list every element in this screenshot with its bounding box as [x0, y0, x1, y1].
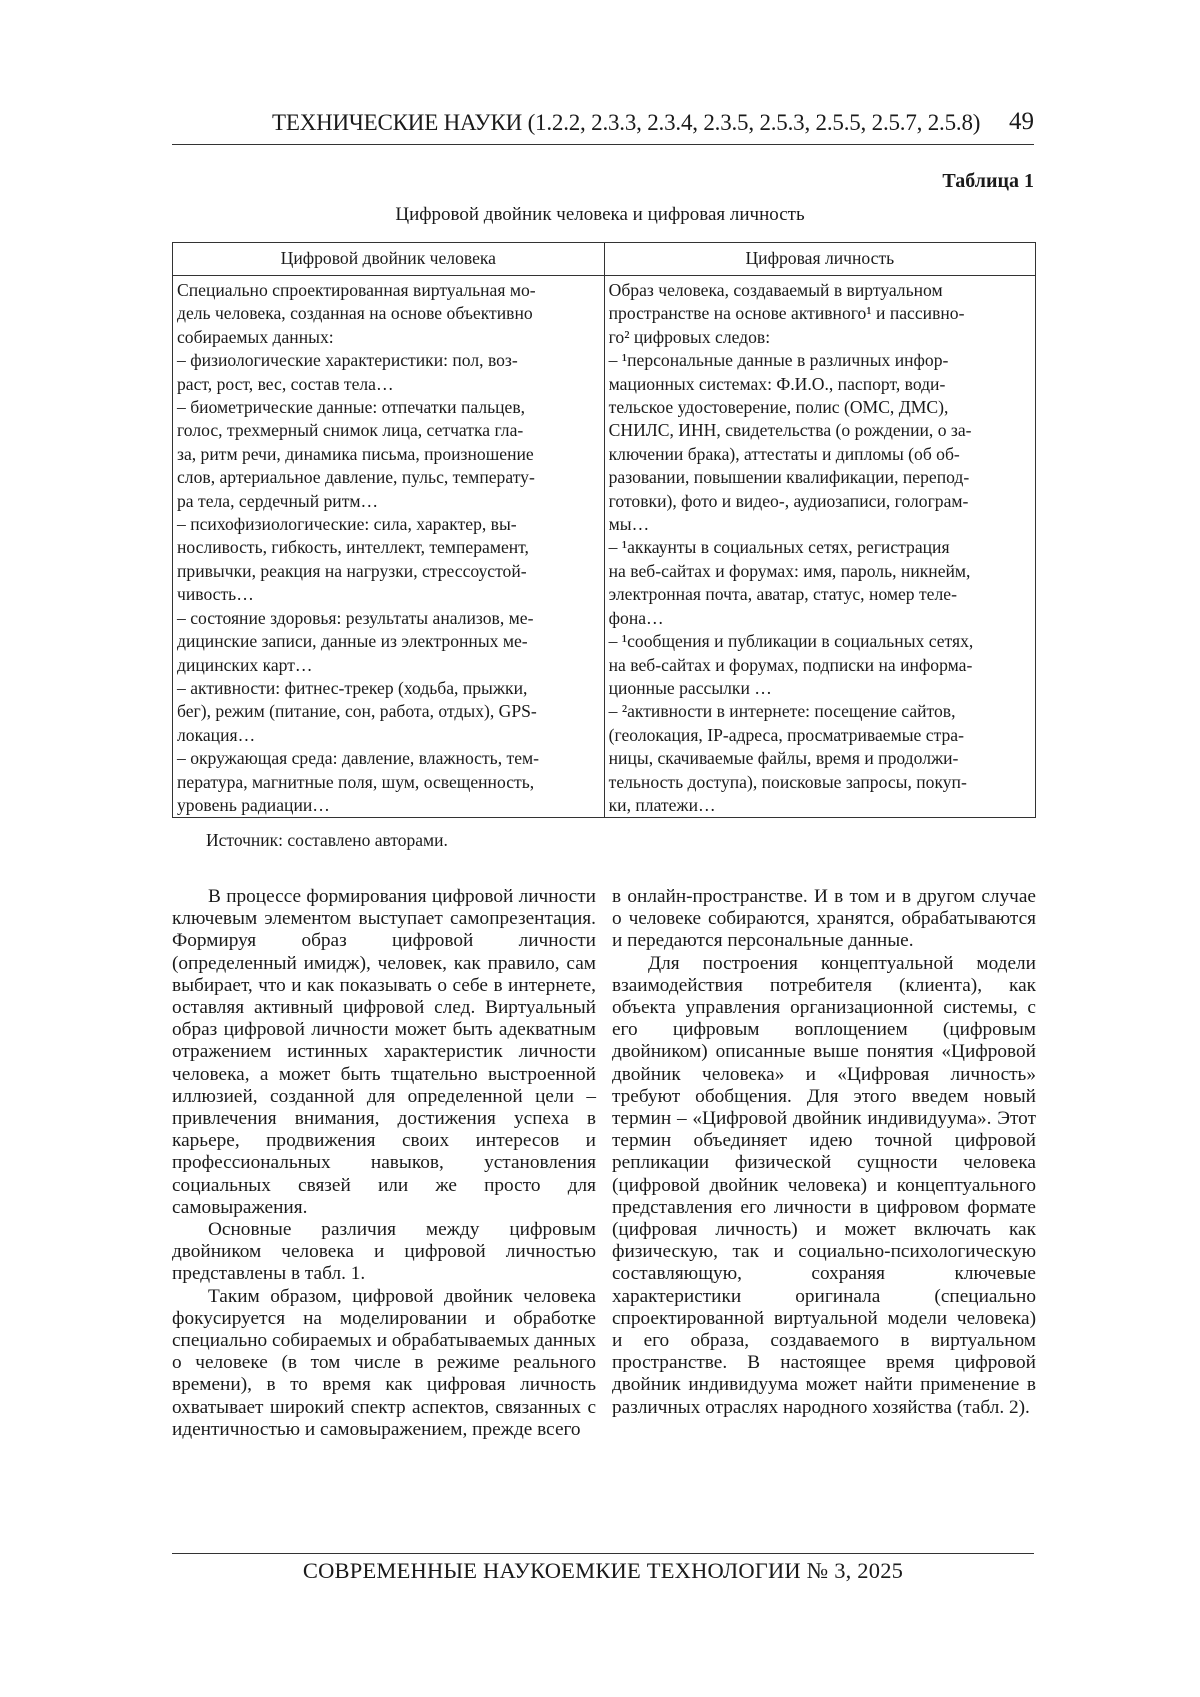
table-cell-line: за, ритм речи, динамика письма, произношение — [177, 443, 534, 464]
table-cell-line: – ²активности в интернете: посещение сайтов, — [608, 701, 956, 722]
table-cell-line: (геолокация, IP-адреса, просматриваемые стра- — [608, 724, 964, 745]
table-cell-line: привычки, реакция на нагрузки, стрессоустой- — [177, 560, 527, 581]
body-column-left — [172, 886, 596, 1441]
running-header — [172, 104, 1034, 145]
body-paragraph: Таким образом, цифровой двойник человека фокусируется на моделировании и обработке специально собираемых и обрабатываемых данных о человеке (в том числе в режиме реального времени), в то время как цифровая личность охватывает широкий спектр аспектов, связанных с идентичностью и самовыражением, прежде всего — [172, 1285, 596, 1440]
table-cell-line: собираемых данных: — [177, 326, 334, 347]
table-cell-line: – психофизиологические: сила, характер, вы- — [177, 514, 517, 535]
table-cell-line: пространстве на основе активного¹ и пассивно- — [608, 303, 965, 324]
table-cell-line: – ¹аккаунты в социальных сетях, регистрация — [608, 537, 950, 558]
digital-twin-cell — [173, 276, 605, 818]
table-source-note: Источник: составлено авторами. — [206, 830, 448, 850]
table-cell-line: слов, артериальное давление, пульс, температу- — [177, 467, 535, 488]
table-cell-line: фона… — [608, 607, 664, 628]
table-cell-line: го² цифровых следов: — [608, 326, 771, 347]
table-cell-line: – окружающая среда: давление, влажность, тем- — [177, 748, 539, 769]
table-header-row — [173, 243, 1036, 276]
table-cell-line: тельское удостоверение, полис (ОМС, ДМС), — [608, 397, 949, 418]
table-cell-line: дицинские записи, данные из электронных ме- — [177, 631, 528, 652]
digital-personality-cell — [604, 276, 1035, 818]
table-cell-line: ницы, скачиваемые файлы, время и продолжи- — [608, 748, 959, 769]
table-cell-line: электронная почта, аватар, статус, номер теле- — [608, 584, 957, 605]
table-cell-line: ра тела, сердечный ритм… — [177, 490, 379, 511]
table-cell-line: ки, платежи… — [608, 794, 716, 815]
table-cell-line: носливость, гибкость, интеллект, темперамент, — [177, 537, 529, 558]
table-cell-line: тельность доступа), поисковые запросы, покуп- — [608, 771, 967, 792]
table-cell-line: голос, трехмерный снимок лица, сетчатка гла- — [177, 420, 524, 441]
table-cell-line: готовки), фото и видео-, аудиозаписи, голограм- — [608, 490, 969, 511]
body-paragraph: Основные различия между цифровым двойником человека и цифровой личностью представлены в табл. 1. — [172, 1219, 596, 1285]
column-header-digital-twin: Цифровой двойник человека — [173, 243, 605, 276]
table-cell-line: ключении брака), аттестаты и дипломы (об об- — [608, 443, 960, 464]
table-cell-line: разовании, повышении квалификации, перепод- — [608, 467, 970, 488]
table-cell-line: бег), режим (питание, сон, работа, отдых), GPS- — [177, 701, 537, 722]
table-cell-line: – биометрические данные: отпечатки пальцев, — [177, 397, 526, 418]
table-row — [173, 276, 1036, 818]
body-paragraph: В процессе формирования цифровой личности ключевым элементом выступает самопрезентация. Формируя образ цифровой личности (определенный имидж), человек, как правило, сам выбирает, что и как показывать о себе в интернете, оставляя активный цифровой след. Виртуальный образ цифровой личности может быть адекватным отражением истинных характеристик личности человека, а может быть тщательно выстроенной иллюзией, созданной для определенной цели – привлечения внимания, достижения успеха в карьере, продвижения своих интересов и профессиональных навыков, установления социальных связей или же просто для самовыражения. — [172, 886, 596, 1218]
table-cell-line: на веб-сайтах и форумах: имя, пароль, никнейм, — [608, 560, 971, 581]
column-header-digital-personality: Цифровая личность — [604, 243, 1035, 276]
table-cell-line: мационных системах: Ф.И.О., паспорт, води- — [608, 373, 946, 394]
body-paragraph: Для построения концептуальной модели взаимодействия потребителя (клиента), как объекта управления организационной системы, с его цифровым воплощением (цифровым двойником) описанные выше понятия «Цифровой двойник человека» и «Цифровая личность» требуют обобщения. Для этого введем новый термин – «Цифровой двойник индивидуума». Этот термин объединяет идею точной цифровой репликации физической сущности человека (цифровой двойник человека) и концептуального представления его личности в цифровом формате (цифровая личность) и может включать как физическую, так и социально-психологическую составляющую, сохраняя ключевые характеристики оригинала (специально спроектированной виртуальной модели человека) и его образа, создаваемого в виртуальном пространстве. В настоящее время цифровой двойник индивидуума может найти применение в различных отраслях народного хозяйства (табл. 2). — [612, 952, 1036, 1418]
table-cell-line: дицинских карт… — [177, 654, 313, 675]
table-cell-line: ционные рассылки … — [608, 677, 772, 698]
table-cell-line: уровень радиации… — [177, 794, 330, 815]
comparison-table — [172, 242, 1036, 818]
table-cell-line: – ¹сообщения и публикации в социальных сетях, — [608, 631, 974, 652]
table-cell-line: дель человека, созданная на основе объективно — [177, 303, 533, 324]
table-label: Таблица 1 — [942, 170, 1034, 192]
running-footer: СОВРЕМЕННЫЕ НАУКОЕМКИЕ ТЕХНОЛОГИИ № 3, 2025 — [172, 1553, 1034, 1584]
table-cell-line: локация… — [177, 724, 256, 745]
table-title: Цифровой двойник человека и цифровая личность — [395, 204, 805, 225]
table-cell-line: на веб-сайтах и форумах, подписки на информа- — [608, 654, 973, 675]
table-cell-line: – ¹персональные данные в различных инфор- — [608, 350, 949, 371]
table-cell-line: раст, рост, вес, состав тела… — [177, 373, 394, 394]
table-cell-line: мы… — [608, 514, 650, 535]
table-cell-line: – состояние здоровья: результаты анализов, ме- — [177, 607, 534, 628]
table-cell-line: Специально спроектированная виртуальная мо- — [177, 280, 536, 300]
table-cell-line: СНИЛС, ИНН, свидетельства (о рождении, о за- — [608, 420, 972, 441]
table-cell-line: – активности: фитнес-трекер (ходьба, прыжки, — [177, 677, 528, 698]
table-cell-line: – физиологические характеристики: пол, воз- — [177, 350, 518, 371]
body-column-right — [612, 886, 1036, 1419]
table-cell-line: чивость… — [177, 584, 254, 605]
body-paragraph-continuation: в онлайн-пространстве. И в том и в другом случае о человеке собираются, хранятся, обрабатываются и передаются персональные данные. — [612, 886, 1036, 952]
table-cell-line: пература, магнитные поля, шум, освещенность, — [177, 771, 535, 792]
page-number: 49 — [1009, 108, 1034, 135]
table-cell-line: Образ человека, создаваемый в виртуальном — [608, 280, 943, 300]
section-title: ТЕХНИЧЕСКИЕ НАУКИ (1.2.2, 2.3.3, 2.3.4, 2.3.5, 2.5.3, 2.5.5, 2.5.7, 2.5.8) — [272, 110, 981, 135]
